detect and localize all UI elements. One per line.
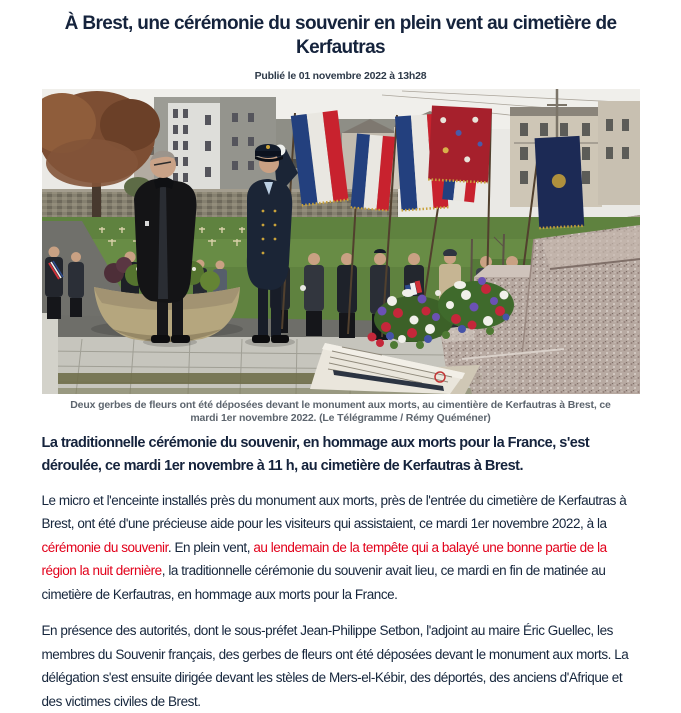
paragraph-text: , la traditionnelle cérémonie du souvenir avait lieu, ce mardi en fin de matinée au cimetière de Kerfautras, en hommage aux morts pour la France. [41,563,606,602]
ceremony-photo-illustration [42,89,640,394]
link-tempete-region[interactable]: au lendemain de la tempête qui a balayé une bonne partie de la région la nuit dernière [41,539,607,579]
tricolor-flag-2 [350,133,394,210]
article-figure [42,89,640,425]
article-paragraph-1 [42,489,640,607]
article-title: À Brest, une cérémonie du souvenir en plein vent au cimetière de Kerfautras [64,13,617,59]
paragraph-text: Le micro et l'enceinte installés près du monument aux morts, près de l'entrée du cimetière de Kerfautras à Brest, ont été d'une précieuse aide pour les visiteurs qui assistaient, ce mardi 1er novembre 2022, à la [41,492,627,532]
publish-date: Publié le 01 novembre 2022 à 13h28 [254,69,427,82]
link-ceremonie-du-souvenir[interactable]: cérémonie du souvenir [41,539,168,555]
photo-caption: Deux gerbes de fleurs ont été déposées devant le monument aux morts, au cimentière de Kerfautras à Brest, ce mardi 1er novembre 2022. (Le Télégramme / Rémy Quéméner) [70,398,611,424]
paragraph-text: . En plein vent, [167,539,254,555]
navy-association-flag [534,135,584,227]
article-photo [42,89,640,394]
article-paragraph-2: En présence des autorités, dont le sous-préfet Jean-Philippe Setbon, l'adjoint au maire Éric Guellec, les membres du Souvenir français, des gerbes de fleurs ont été déposées devant le monument aux morts. La délégation s'est ensuite dirigée devant les stèles de Mers-el-Kébir, des déportés, des anciens d'Afrique et des victimes civiles de Brest. [41,623,629,709]
article-page [42,0,640,713]
article-lead: La traditionnelle cérémonie du souvenir, en hommage aux morts pour la France, s'est déroulée, ce mardi 1er novembre à 11 h, au cimetière de Kerfautras à Brest. [41,434,590,474]
decorated-red-banner [428,105,492,182]
